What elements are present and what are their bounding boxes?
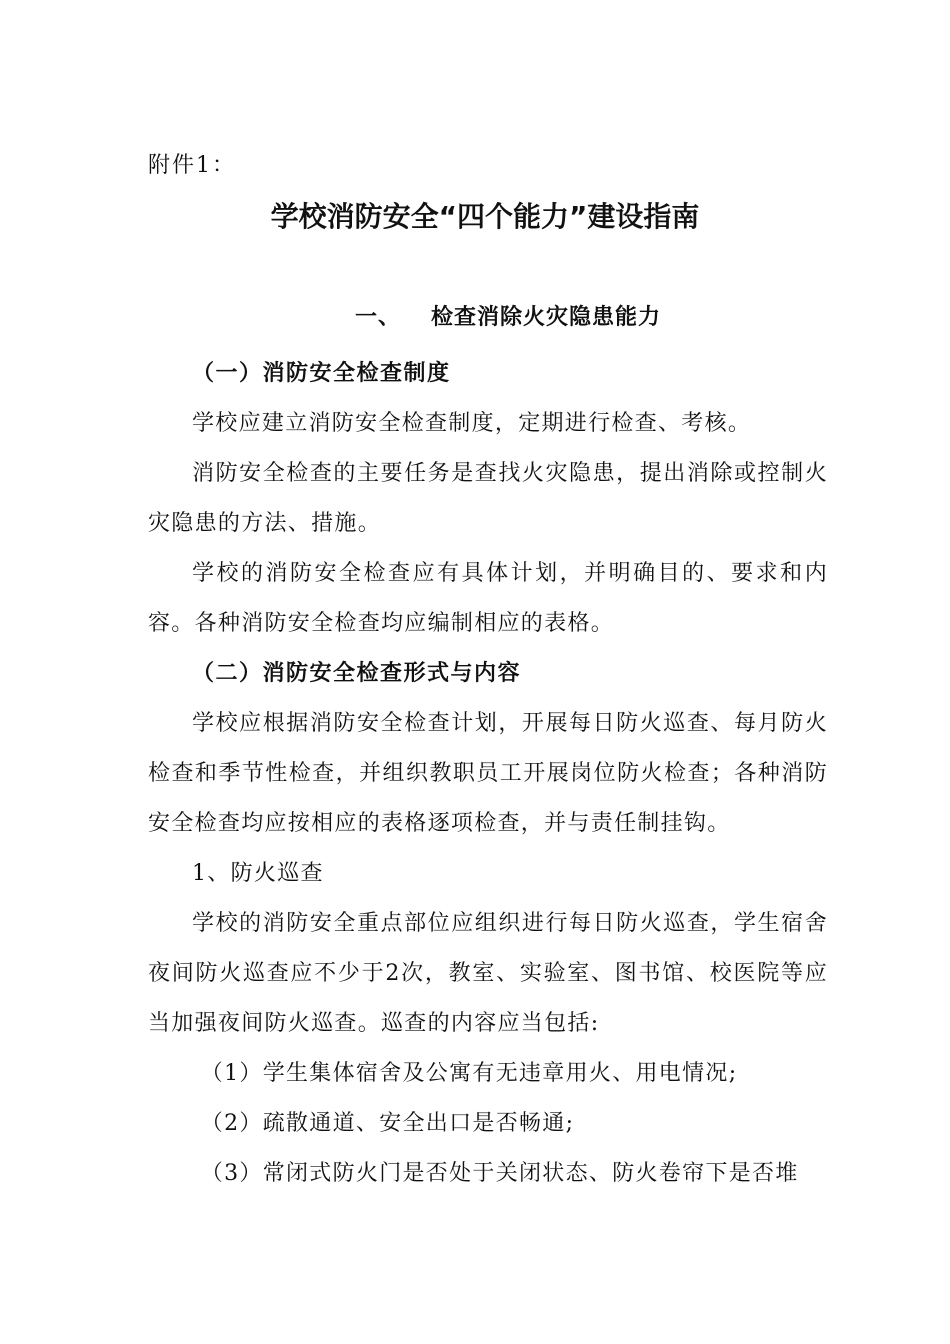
checklist-item: （2）疏散通道、安全出口是否畅通; (200, 1111, 575, 1136)
checklist-item: （3）常闭式防火门是否处于关闭状态、防火卷帘下是否堆 (200, 1161, 799, 1186)
subsection-heading: （一）消防安全检查制度 (192, 361, 451, 386)
paragraph: 学校的消防安全检查应有具体计划，并明确目的、要求和内容。各种消防安全检查均应编制相应的表格。 (148, 561, 828, 636)
attachment-label: 附件1： (148, 153, 236, 178)
document-title: 学校消防安全“四个能力”建设指南 (270, 200, 700, 233)
subsection-heading: （二）消防安全检查形式与内容 (192, 661, 522, 686)
section-heading (355, 302, 661, 334)
document-body (148, 349, 828, 1199)
item-heading: 1、防火巡查 (192, 861, 324, 886)
paragraph: 学校的消防安全重点部位应组织进行每日防火巡查，学生宿舍夜间防火巡查应不少于2次，教室、实验室、图书馆、校医院等应当加强夜间防火巡查。巡查的内容应当包括: (148, 911, 828, 1036)
checklist-item: （1）学生集体宿舍及公寓有无违章用火、用电情况; (200, 1061, 738, 1086)
section-number: 一、 (355, 305, 402, 330)
paragraph: 学校应建立消防安全检查制度，定期进行检查、考核。 (192, 411, 752, 436)
paragraph: 学校应根据消防安全检查计划，开展每日防火巡查、每月防火检查和季节性检查，并组织教职员工开展岗位防火检查；各种消防安全检查均应按相应的表格逐项检查，并与责任制挂钩。 (148, 711, 828, 836)
paragraph: 消防安全检查的主要任务是查找火灾隐患，提出消除或控制火灾隐患的方法、措施。 (148, 461, 828, 536)
section-title: 检查消除火灾隐患能力 (431, 305, 662, 330)
